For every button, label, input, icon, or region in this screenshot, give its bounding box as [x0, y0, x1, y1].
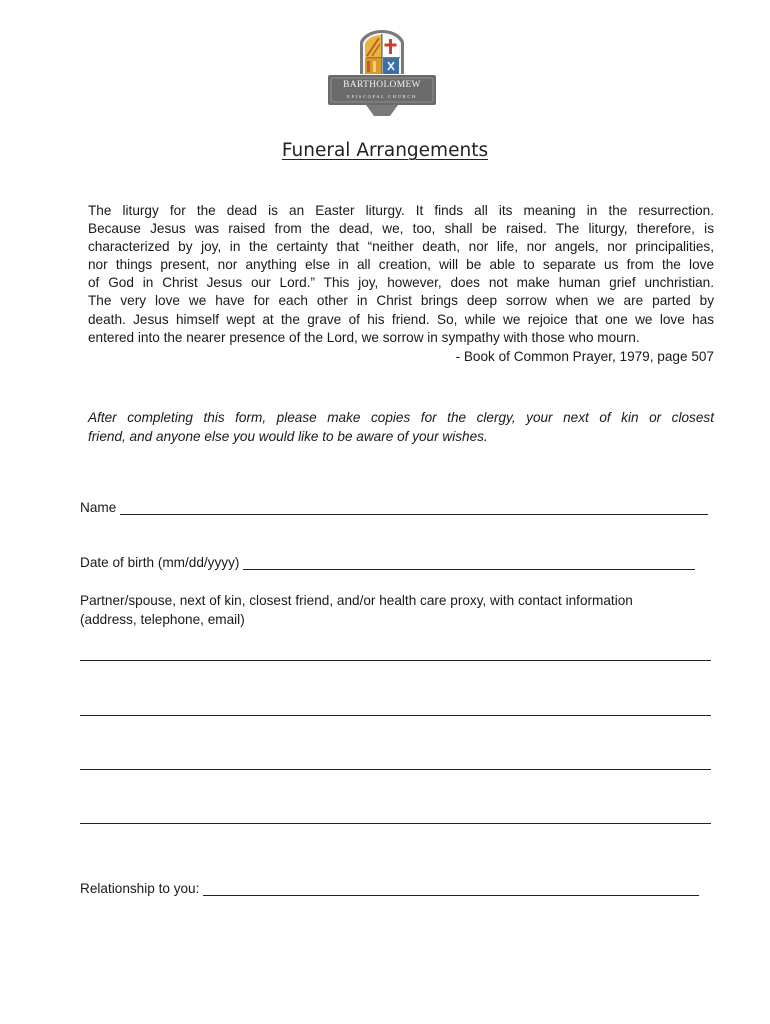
- relationship-input-line[interactable]: [203, 883, 699, 896]
- page-title: Funeral Arrangements: [281, 140, 489, 161]
- partner-label-line-1: Partner/spouse, next of kin, closest friend, and/or health care proxy, with contact information: [80, 593, 633, 608]
- quote-line: Because Jesus was raised from the dead, we, too, shall be raised. The liturgy, therefore, is: [88, 221, 714, 237]
- partner-label-line-2: (address, telephone, email): [80, 612, 245, 627]
- partner-contact-label: [80, 591, 710, 629]
- instructions-line-1: After completing this form, please make copies for the clergy, your next of kin or closest: [88, 410, 714, 425]
- name-field: [80, 500, 708, 515]
- quote-citation: - Book of Common Prayer, 1979, page 507: [455, 349, 714, 364]
- quote-line: of God in Christ Jesus our Lord.” This joy, however, does not make human grief unchristian.: [88, 275, 714, 291]
- relationship-field: [80, 881, 699, 896]
- quote-line: nor things present, nor anything else in all creation, will be able to separate us from the love: [88, 257, 714, 273]
- quote-line: The very love we have for each other in Christ brings deep sorrow when we are parted by: [88, 293, 714, 309]
- logo-church-name: BARTHOLOMEW: [343, 80, 421, 90]
- quote-line-last: entered into the nearer presence of the Lord, we sorrow in sympathy with those who mourn.: [88, 329, 640, 345]
- quote-line: characterized by joy, in the certainty that “neither death, nor life, nor angels, nor principalities,: [88, 239, 714, 255]
- quote-line: death. Jesus himself wept at the grave of his friend. So, while we rejoice that one we love has: [88, 311, 714, 327]
- church-logo: [326, 28, 438, 120]
- name-label: Name: [80, 500, 117, 515]
- partner-input-line-3[interactable]: [80, 769, 711, 770]
- dob-field: [80, 555, 695, 570]
- relationship-label: Relationship to you:: [80, 881, 200, 896]
- form-instructions: [88, 408, 714, 446]
- church-shield-icon: [326, 28, 438, 120]
- partner-input-line-4[interactable]: [80, 823, 711, 824]
- quote-line: The liturgy for the dead is an Easter liturgy. It finds all its meaning in the resurrection.: [88, 203, 714, 218]
- dob-label: Date of birth (mm/dd/yyyy): [80, 555, 240, 570]
- name-input-line[interactable]: [120, 502, 708, 515]
- instructions-line-2: friend, and anyone else you would like to be aware of your wishes.: [88, 429, 488, 444]
- partner-input-line-2[interactable]: [80, 715, 711, 716]
- logo-subtitle: EPISCOPAL CHURCH: [347, 94, 417, 99]
- dob-input-line[interactable]: [243, 557, 695, 570]
- partner-input-line-1[interactable]: [80, 660, 711, 661]
- liturgy-quote: [88, 202, 714, 347]
